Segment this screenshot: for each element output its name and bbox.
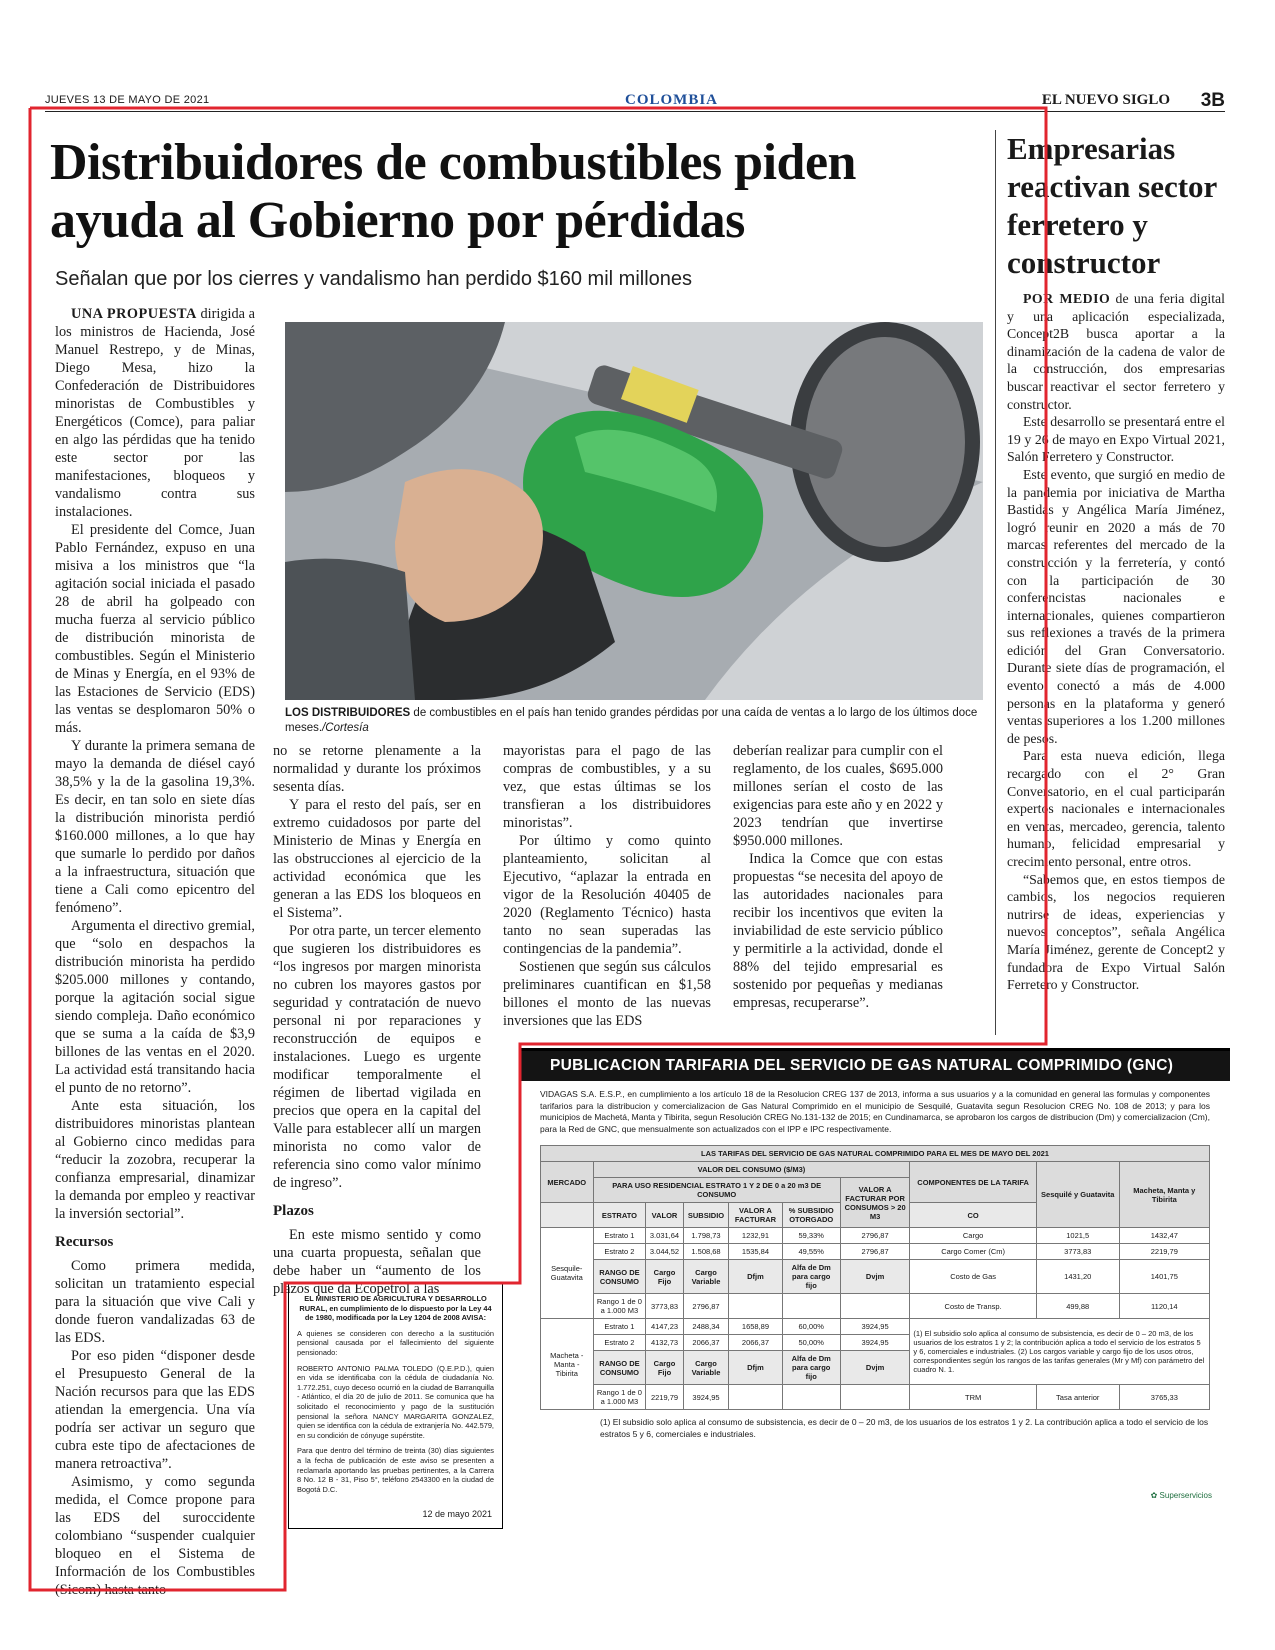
gas-notice-title: PUBLICACION TARIFARIA DEL SERVICIO DE GAS NATURAL COMPRIMIDO (GNC): [520, 1051, 1230, 1081]
cell: Alfa de Dm para cargo fijo: [782, 1260, 840, 1294]
cell: 2488,34: [683, 1319, 729, 1335]
article-column-4: [733, 742, 943, 1012]
issue-date: JUEVES 13 DE MAYO DE 2021: [45, 94, 210, 106]
cell: Dfjm: [729, 1260, 782, 1294]
page-number: 3B: [1200, 90, 1225, 111]
cell: 1232,91: [729, 1228, 782, 1244]
gas-footnote: (1) El subsidio solo aplica al consumo de subsistencia, es decir de 0 – 20 m3, de los usuarios de los estratos 1 y 2. La contribución aplica a todo el servicio de los estratos 5 y 6, comerciales e industriales.: [600, 1417, 1209, 1439]
article-column-2: [273, 742, 481, 1298]
photo-illustration: [285, 322, 983, 700]
paragraph: El presidente del Comce, Juan Pablo Fernández, expuso en una misiva a los ministros que “la agitación social iniciada el pasado 28 de abril ha golpeado con mucha fuerza al servicio público de distribución minorista de combustibles. Según el Ministerio de Minas y Energía, en el 93% de las Estaciones de Servicio (EDS) las ventas se desplomaron 50% o más.: [55, 522, 255, 736]
cell: 3.044,52: [646, 1244, 683, 1260]
paragraph: En este mismo sentido y como una cuarta propuesta, señalan que debe haber un “aumento de los plazos que da Ecopetrol a las: [273, 1227, 481, 1297]
caption-text: de combustibles en el país han tenido grandes pérdidas por una caída de ventas a lo largo de los últimos doce meses.: [285, 707, 978, 734]
col-valor-consumo: VALOR DEL CONSUMO ($/M3): [593, 1162, 910, 1178]
col-componentes: COMPONENTES DE LA TARIFA: [910, 1162, 1036, 1203]
notice-head: EL MINISTERIO DE AGRICULTURA Y DESARROLLO RURAL, en cumplimiento de lo dispuesto por la Ley 44 de 1980, modificada por la Ley 1204 de 2008 AVISA:: [299, 1294, 492, 1323]
table-row: [541, 1319, 1210, 1335]
page-header: [45, 92, 1225, 110]
notice-body-1: A quienes se consideren con derecho a la sustitución pensional causada por el fallecimiento del siguiente pensionado:: [297, 1328, 494, 1357]
paragraph: Para esta nueva edición, llega recargado con el 2° Gran Conversatorio, en el cual participarán expertos nacionales e internacionales en ventas, mercadeo, gerencia, talento humano, felicidad empresarial y crecimiento personal, entre otros.: [1007, 748, 1225, 869]
cell: 2066,37: [729, 1335, 782, 1351]
superservicios-logo: ✿ Superservicios: [1150, 1491, 1212, 1500]
cell: 4132,73: [646, 1335, 683, 1351]
h-subsidio: SUBSIDIO: [683, 1203, 729, 1228]
article-subhead: Señalan que por los cierres y vandalismo han perdido $160 mil millones: [55, 268, 693, 290]
article-headline: Distribuidores de combustibles piden ayuda al Gobierno por pérdidas: [50, 134, 856, 249]
cell: Estrato 2: [593, 1244, 646, 1260]
caption-lead: LOS DISTRIBUIDORES: [285, 707, 411, 719]
cell: 4147,23: [646, 1319, 683, 1335]
paragraph: mayoristas para el pago de las compras de combustibles, y a su vez, que estas últimas se los transfieran a los distribuidores minoristas”.: [503, 743, 711, 831]
market-label: Macheta - Manta - Tibirita: [541, 1319, 594, 1410]
cell: 59,33%: [782, 1228, 840, 1244]
paragraph: “Sabemos que, en estos tiempos de cambios, los negocios requieren nutrirse de ideas, experiencias y nuevos conceptos”, señala Angélica María Jiménez, gerente de Concept2 y fundadora de Expo Virtual Salón Ferretero y Constructor.: [1007, 871, 1225, 993]
paragraph: Por último y como quinto planteamiento, solicitan al Ejecutivo, “aplazar la entrada en vigor de la Resolución 40405 de 2020 (Reglamento Técnico) hasta tanto no sean superadas las contingencias de la pandemia”.: [503, 833, 711, 957]
paragraph: deberían realizar para cumplir con el reglamento, de los cuales, $695.000 millones serían el costo de las exigencias para este año y en 2022 y 2023 tendrían que invertirse $950.000 millones.: [733, 743, 943, 849]
paragraph: Y durante la primera semana de mayo la demanda de diésel cayó 38,5% y la de la gasolina 19,3%. Es decir, en tan solo en siete días la distribución minorista perdió $160.000 millones, a lo que hay que sumarle lo perdido por daños a la infraestructura, situación que tiene a Cali como epicentro del fenómeno”.: [55, 738, 255, 916]
col-facturar-mayor: VALOR A FACTURAR POR CONSUMOS > 20 M3: [840, 1178, 910, 1228]
cell: 2219,79: [1119, 1244, 1209, 1260]
col-macheta: Macheta, Manta y Tibirita: [1119, 1162, 1209, 1228]
column-divider: [995, 130, 996, 1035]
trm-value: 3765,33: [1119, 1385, 1209, 1410]
cell: Cargo: [910, 1228, 1036, 1244]
table-row: [541, 1244, 1210, 1260]
trm-label: [910, 1385, 1036, 1410]
notice-body-2: ROBERTO ANTONIO PALMA TOLEDO (Q.E.P.D.), quien en vida se identificaba con la cédula de ciudadanía No. 1.772.251, cuyo deceso ocurrió en la ciudad de Barranquilla - Atlántico, el día 20 de julio de 2011. Se comunica que ha solicitado el reconocimiento y pago de la sustitución pensional la señora NANCY MARGARITA GONZALEZ, quien se identifica con la cédula de extranjería No. 442.579, en su condición de cónyuge supérstite.: [297, 1363, 494, 1440]
cell: Cargo Variable: [683, 1260, 729, 1294]
trm-label-text: TRM: [964, 1392, 982, 1402]
paragraph: Por eso piden “disponer desde el Presupuesto General de la Nación recursos para que las EDS atiendan la emergencia. Una vía podría ser activar un seguro que cubra este tipo de afectaciones de manera retroactiva”.: [55, 1348, 255, 1472]
paragraph: Este desarrollo se presentará entre el 19 y 26 de mayo en Expo Virtual 2021, Salón Ferretero y Constructor.: [1007, 414, 1225, 465]
cell: 1432,47: [1119, 1228, 1209, 1244]
photo-caption: [285, 706, 983, 736]
cell: 1401,75: [1119, 1260, 1209, 1294]
article-column-1: [55, 305, 255, 1599]
cell: 3924,95: [840, 1335, 910, 1351]
cell: 49,55%: [782, 1244, 840, 1260]
cell: 3773,83: [1036, 1244, 1119, 1260]
cell: Cargo Comer (Cm): [910, 1244, 1036, 1260]
photo-credit: /Cortesía: [322, 722, 369, 734]
gas-tariff-notice: [520, 1048, 1230, 1518]
cell: Cargo Variable: [683, 1351, 729, 1385]
table-row: [541, 1260, 1210, 1294]
paragraph: no se retorne plenamente a la normalidad y durante los próximos sesenta días.: [273, 743, 481, 795]
header-rule: [45, 111, 1225, 112]
article-column-3: [503, 742, 711, 1030]
cell: 2796,87: [840, 1228, 910, 1244]
newspaper-name: EL NUEVO SIGLO: [1041, 92, 1170, 108]
ministry-notice: [288, 1283, 503, 1529]
logo-text: Superservicios: [1159, 1491, 1212, 1500]
gas-notice-intro: VIDAGAS S.A. E.S.P., en cumplimiento a los artículo 18 de la Resolucion CREG 137 de 2013, informa a sus usuarios y a la comunidad en general las formulas y componentes tarifarios para la distribucion y comercializacion de Gas Natural Comprimido en el municipio de Sesquilé, Guatavita segun Resolucion CREG No. 108 de 2013; y para los municipios de Machetá, Manta y Tibirita, segun Resolución CREG No.131-132 de 2015; en Cundinamarca, se aprobaron los cargos de distribucion (Dm) y comercializacion (Cm), para la Red de GNC, que mensualmente son actualizados con el IPP e IPC respectivamente.: [540, 1089, 1210, 1134]
cell: 3924,95: [840, 1319, 910, 1335]
h-estrato: ESTRATO: [593, 1203, 646, 1228]
cell: Cargo Fijo: [646, 1260, 683, 1294]
cell: Rango 1 de 0 a 1.000 M3: [593, 1294, 646, 1319]
table-row: [541, 1385, 1210, 1410]
cell: 3924,95: [683, 1385, 729, 1410]
side-article-body: [1007, 290, 1225, 994]
cell: Dvjm: [840, 1351, 910, 1385]
cell: 1431,20: [1036, 1260, 1119, 1294]
cell: 50,00%: [782, 1335, 840, 1351]
cell: Estrato 2: [593, 1335, 646, 1351]
col-mercado: MERCADO: [541, 1162, 594, 1203]
cell: Dvjm: [840, 1260, 910, 1294]
cell: 3.031,64: [646, 1228, 683, 1244]
cell: 499,88: [1036, 1294, 1119, 1319]
cell: 1.508,68: [683, 1244, 729, 1260]
side-lead-in: POR MEDIO: [1023, 291, 1111, 306]
market-label: Sesquile-Guatavita: [541, 1228, 594, 1319]
paragraph: Asimismo, y como segunda medida, el Comce propone para las EDS del suroccidente colombiano “suspender cualquier bloqueo en el Sistema de Información de los Combustibles (Sicom) hasta tanto: [55, 1474, 255, 1598]
paragraph: Sostienen que según sus cálculos preliminares cuantifican en $1,58 billones el monto de las nuevas inversiones que las EDS: [503, 959, 711, 1029]
notice-date: 12 de mayo 2021: [422, 1509, 492, 1520]
cell: 2066,37: [683, 1335, 729, 1351]
paragraph: Argumenta el directivo gremial, que “solo en despachos la distribución minorista ha perdido $205.000 millones y contando, porque la agitación social sigue siendo compleja. Daño económico que se suma a la caída de $3,9 billones de las ventas en el 2020. La actividad está transitando hacia el punto de no retorno”.: [55, 918, 255, 1096]
cell: Rango 1 de 0 a 1.000 M3: [593, 1385, 646, 1410]
h-co: CO: [910, 1203, 1036, 1228]
side-article-title: Empresarias reactivan sector ferretero y constructor: [1007, 131, 1217, 280]
h-pct-subsidio: % SUBSIDIO OTORGADO: [782, 1203, 840, 1228]
paragraph: dirigida a los ministros de Hacienda, José Manuel Restrepo, y de Minas, Diego Mesa, hizo la Confederación de Distribuidores minoristas de Combustibles y Energéticos (Comce), para paliar en algo las pérdidas que ha tenido este sector por las manifestaciones, bloqueos y vandalismo contra sus instalaciones.: [55, 306, 255, 520]
fuel-nozzle-photo: [285, 322, 983, 700]
cell: 60,00%: [782, 1319, 840, 1335]
cell: 1658,89: [729, 1319, 782, 1335]
lead-in: UNA PROPUESTA: [71, 306, 197, 322]
col-residencial: PARA USO RESIDENCIAL ESTRATO 1 Y 2 DE 0 a 20 m3 DE CONSUMO: [593, 1178, 840, 1203]
notice-body-3: Para que dentro del término de treinta (30) días siguientes a la fecha de publicación de este aviso se presenten a reclamarla aportando las pruebas pertinentes, a la Carrera 8 No. 12 B - 31, Piso 5°, teléfono 2543300 en la ciudad de Bogotá D.C.: [297, 1446, 494, 1494]
cell: Estrato 1: [593, 1228, 646, 1244]
paragraph: de una feria digital y una aplicación especializada, Concept2B busca aportar a la dinamización de la cadena de valor de la construcción, dos empresarias buscar reactivar el sector ferretero y constructor.: [1007, 291, 1225, 412]
paragraph: Indica la Comce que con estas propuestas “se necesita del apoyo de las autoridades nacionales para recibir los incentivos que eviten la inviabilidad de este servicio público y permitirle a la actividad, donde el 88% del tejido empresarial es sostenido por pequeñas y medianas empresas, recuperarse”.: [733, 851, 943, 1011]
cell: Dfjm: [729, 1351, 782, 1385]
paragraph: Como primera medida, solicitan un tratamiento especial para la situación que vive Cali y donde fueron vandalizadas 63 de las EDS.: [55, 1258, 255, 1346]
cell: 1.798,73: [683, 1228, 729, 1244]
subheading-plazos: Plazos: [273, 1203, 314, 1219]
cell: 1120,14: [1119, 1294, 1209, 1319]
cell: Costo de Gas: [910, 1260, 1036, 1294]
cell: 2219,79: [646, 1385, 683, 1410]
cell: RANGO DE CONSUMO: [593, 1351, 646, 1385]
cell: Costo de Transp.: [910, 1294, 1036, 1319]
table-title: LAS TARIFAS DEL SERVICIO DE GAS NATURAL COMPRIMIDO PARA EL MES DE MAYO DEL 2021: [541, 1146, 1210, 1162]
paragraph: Este evento, que surgió en medio de la pandemia por iniciativa de Martha Bastidas y Angélica María Jiménez, logró reunir en 2020 a más de 70 marcas referentes del mercado de la construcción y la ferretería, y contó con la participación de 30 conferencistas nacionales e internacionales, quienes compartieron sus reflexiones a través de la primera edición del Gran Conversatorio. Durante siete días de programación, el evento conectó a más de 4.000 personas en la plataforma y generó ventas superiores a los 1.200 millones de pesos.: [1007, 466, 1225, 746]
col-sesquile: Sesquilé y Guatavita: [1036, 1162, 1119, 1228]
cell: Estrato 1: [593, 1319, 646, 1335]
cell: 2796,87: [840, 1244, 910, 1260]
table-row: [541, 1228, 1210, 1244]
cell: 2796,87: [683, 1294, 729, 1319]
section-name: COLOMBIA: [625, 92, 719, 108]
table-row: [541, 1294, 1210, 1319]
paragraph: Por otra parte, un tercer elemento que sugieren los distribuidores es “los ingresos por margen minorista no cubren los mayores gastos por seguridad y contratación de nuevo personal ni por reparaciones y reconstrucción de equipos e instalaciones. Luego es urgente modificar temporalmente el régimen de libertad vigilada en precios que opera en la capital del Valle para establecer allí un margen minorista no como valor de referencia sino como valor mínimo de ingreso”.: [273, 923, 481, 1191]
cell: Cargo Fijo: [646, 1351, 683, 1385]
cell: RANGO DE CONSUMO: [593, 1260, 646, 1294]
trm-sub: Tasa anterior: [1036, 1385, 1119, 1410]
paragraph: Ante esta situación, los distribuidores minoristas plantean al Gobierno cinco medidas para “reducir la zozobra, recuperar la confianza empresarial, dinamizar la demanda por empleo y reactivar la inversión sectorial”.: [55, 1098, 255, 1222]
subheading-recursos: Recursos: [55, 1234, 114, 1250]
tariff-notes: (1) El subsidio solo aplica al consumo de subsistencia, es decir de 0 – 20 m3, de los usuarios de los estratos 1 y 2; la contribución aplica a todo el servicio de los estratos 5 y 6, comerciales e industriales. (2) Los cargos variable y cargo fijo de los usos otros, correspondientes según los rangos de las tarifas generales (Mr y Mf) con parámetro del cuadro N. 1.: [910, 1319, 1210, 1385]
cell: Alfa de Dm para cargo fijo: [782, 1351, 840, 1385]
h-valor-facturar: VALOR A FACTURAR: [729, 1203, 782, 1228]
cell: 3773,83: [646, 1294, 683, 1319]
cell: 1021,5: [1036, 1228, 1119, 1244]
cell: 1535,84: [729, 1244, 782, 1260]
gas-tariff-table: [540, 1145, 1210, 1410]
h-valor: VALOR: [646, 1203, 683, 1228]
paragraph: Y para el resto del país, ser en extremo cuidadosos por parte del Ministerio de Minas y Energía en las obstrucciones al ejercicio de la actividad económica que les generan a las EDS los bloqueos en el Sistema”.: [273, 797, 481, 921]
